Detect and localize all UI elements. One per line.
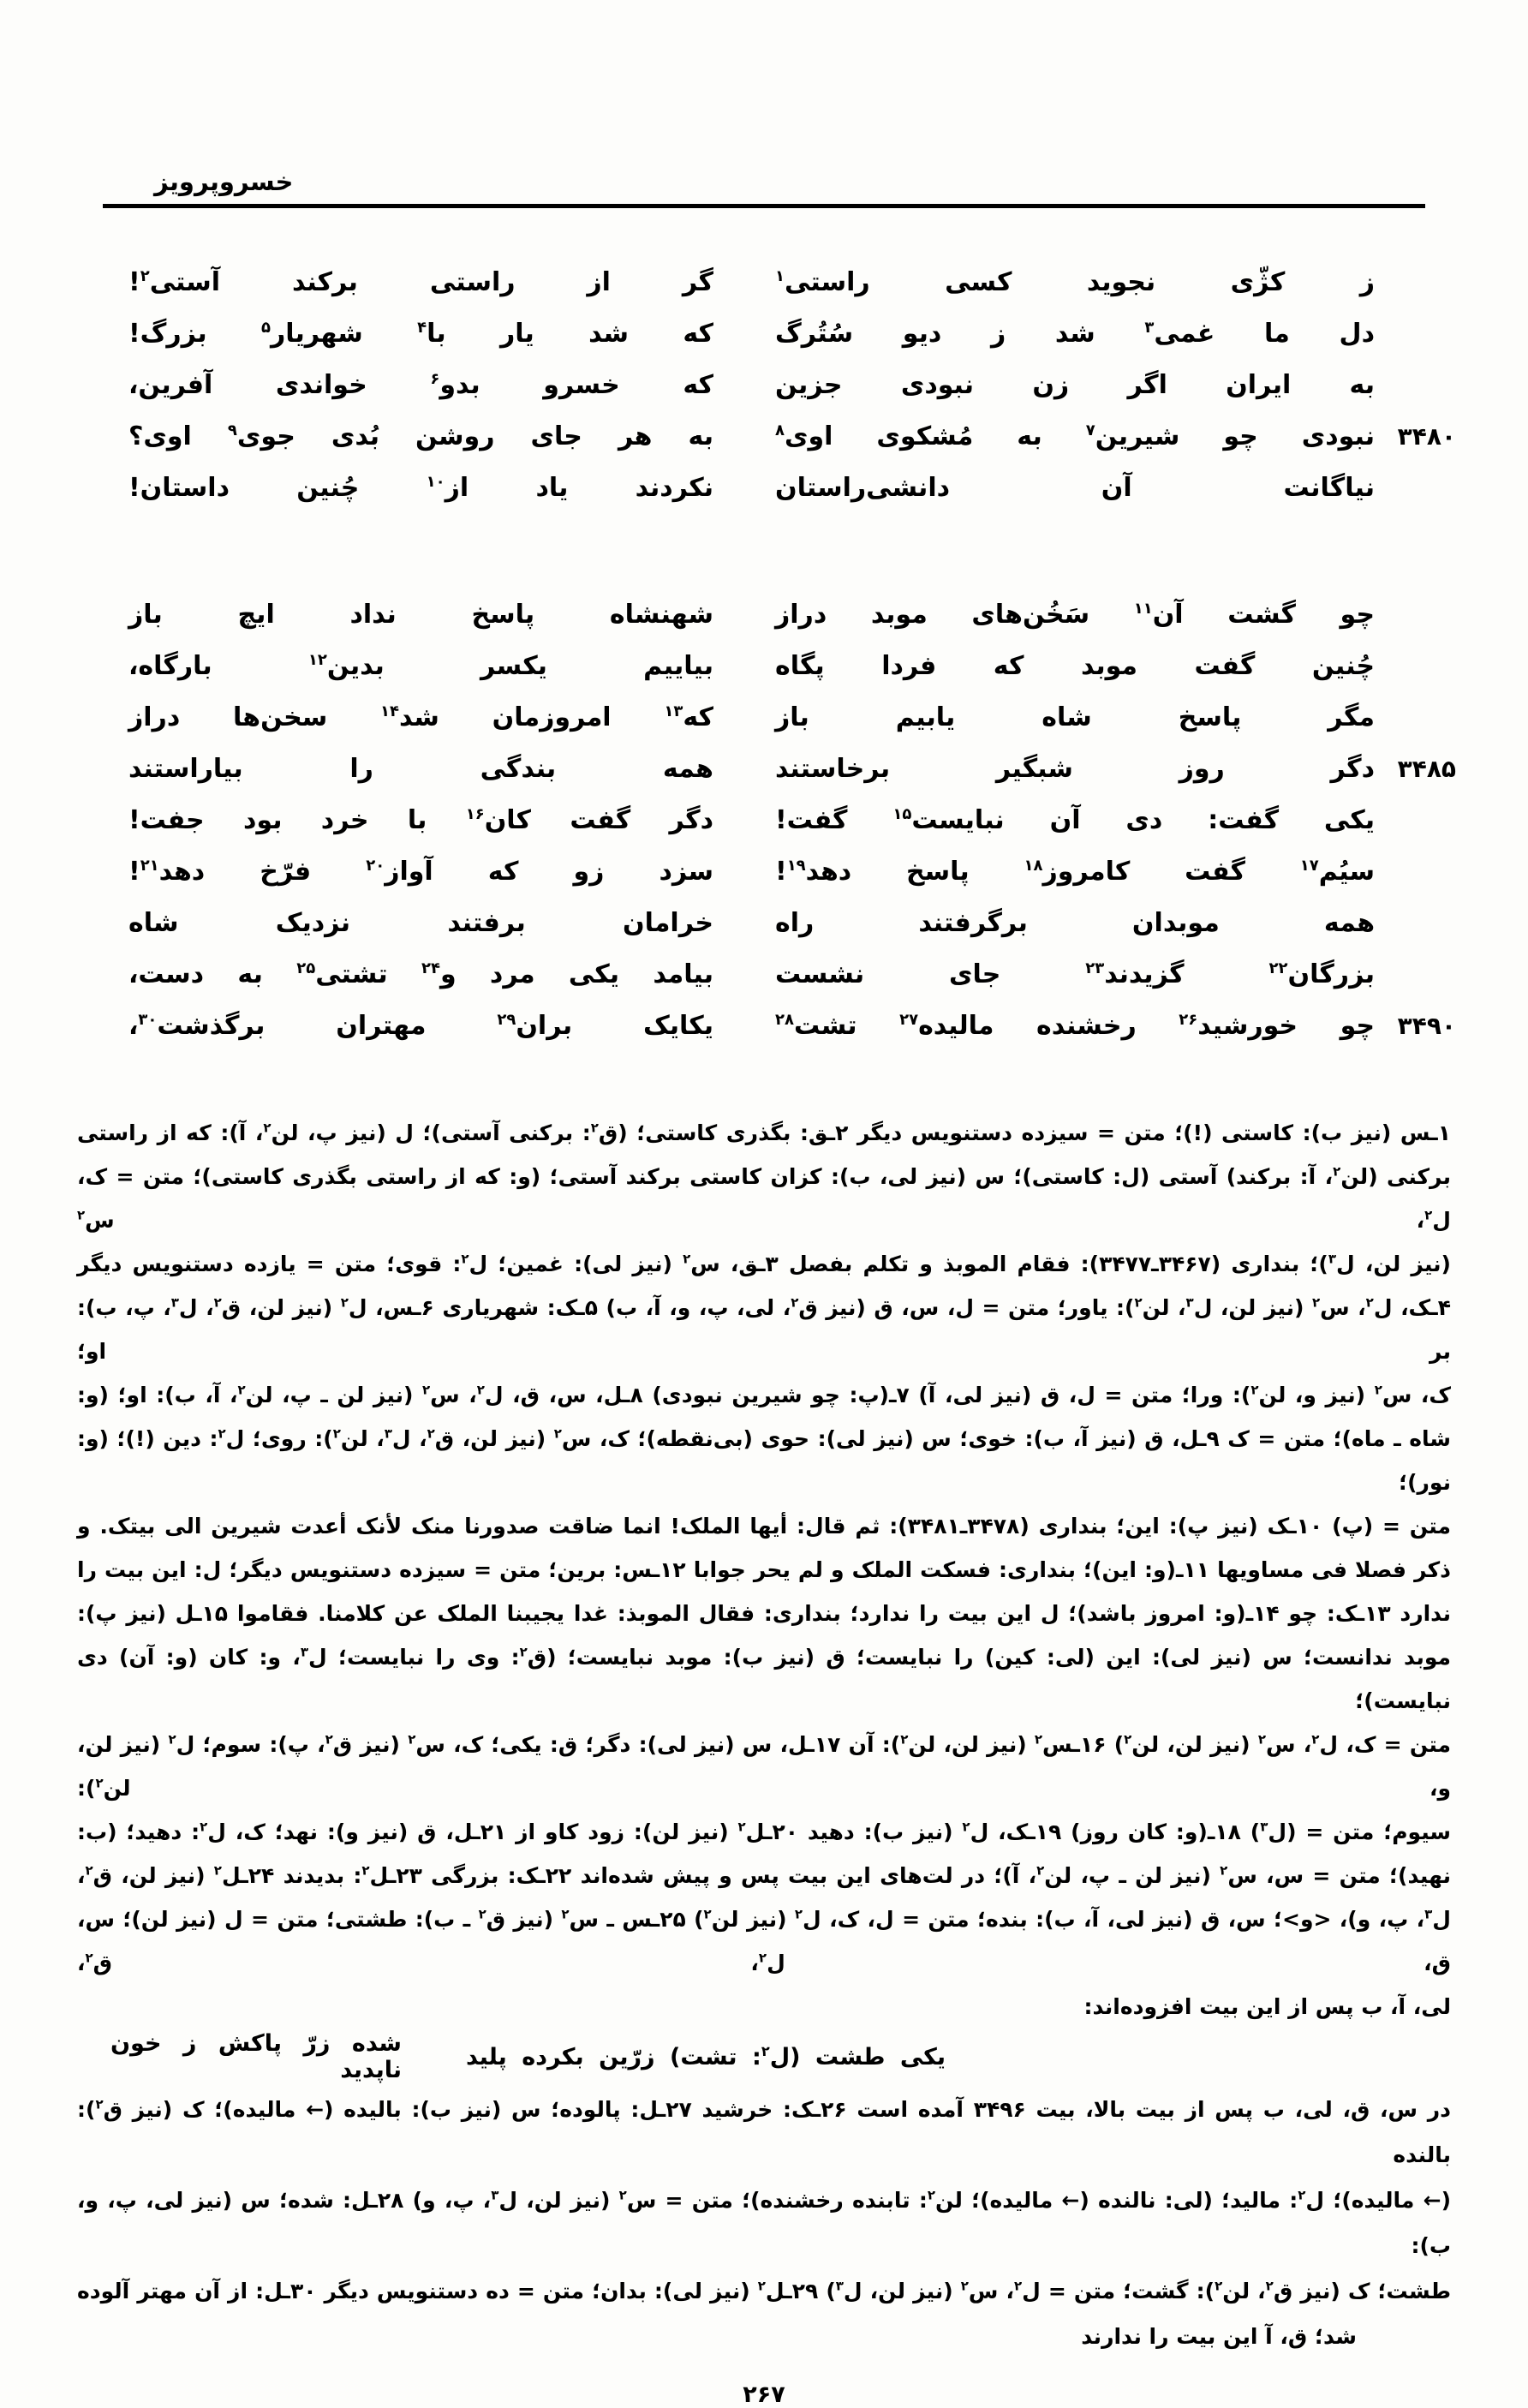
hemistich-right: یکی گفت: دی آن نبایست$^{۱۵}$ گفت! [775,804,1375,835]
verse-row [128,640,1456,691]
hemistich-right: نبودی چو شیرین$^۷$ به مُشکوی اوی$^۸$ [775,421,1375,451]
page-number: ۲۶۷ [743,2381,785,2408]
apparatus-line: (← مالیده)؛ ل$^۲$: مالید؛ (لی: نالنده (← مالیده)؛ لن$^۲$: تابنده رخشنده)؛ متن = س$^۲$ (نیز لن، ل$^۳$، پ، و) ۲۸ـل: شده؛ س (نیز لی، پ، و، ب): [77,2187,1452,2258]
apparatus-line: طشت؛ ک (نیز ق$^۲$، لن$^۲$): گشت؛ متن = ل$^۲$، س$^۲$ (نیز لن، ل$^۳$) ۲۹ـل$^۲$ (نیز لی): بدان؛ متن = ده دستنویس دیگر ۳۰ـل: از آن مهتر آلوده [77,2278,1451,2303]
apparatus-line: ۱ـس (نیز ب): کاستی (!)؛ متن = سیزده دستنویس دیگر ۲ـق: بگذری کاستی؛ (ق$^۲$: برکنی آستی)؛ ل (نیز پ، لن$^۲$، آ): که از راستی [77,1120,1451,1145]
hemistich-right: بزرگان$^{۲۲}$ گزیدند$^{۲۳}$ جای نشست [775,959,1375,989]
verse-row [128,462,1456,513]
hemistich-right: چُنین گفت موبد که فردا پگاه [775,650,1375,681]
apparatus-line: شد؛ ق، آ این بیت را ندارند [1081,2324,1357,2349]
hemistich-left: بیاییم یکسر بدین$^{۱۲}$ بارگاه، [128,650,713,681]
hemistich-left: که$^{۱۳}$ امروزمان شد$^{۱۴}$ سخن‌ها دراز [128,702,713,732]
header-rule-divider [103,204,1425,208]
verse-row [128,256,1456,308]
apparatus-line: متن = ک، ل$^۲$، س$^۲$ (نیز لن، لن$^۲$) ۱۶ـس$^۲$ (نیز لن، لن$^۲$): آن ۱۷ـل، س (نیز لی): دگر؛ ق: یکی؛ ک، س$^۲$ (نیز ق$^۲$، پ): سوم؛ ل$^۲$ (نیز لن، و، لن$^۲$): [77,1731,1452,1801]
verse-row [128,691,1456,743]
apparatus-line: متن = (پ) ۱۰ـک (نیز پ): این؛ بنداری (۳۴۷۸ـ۳۴۸۱): ثم قال: أیها الملک! انما ضاقت صدورنا منک لأنک أعدت شیرین الی بیتک. و [77,1514,1451,1539]
inserted-verse-hemistich-right: یکی طشت (ل$^۲$: تشت) زرّین بکرده پلید [466,2042,946,2070]
hemistich-right: چو خورشید$^{۲۶}$ رخشنده مالیده$^{۲۷}$ تشت$^{۲۸}$ [775,1010,1376,1041]
verse-row [128,308,1456,359]
hemistich-left: دگر گفت کان$^{۱۶}$ با خرد بود جفت! [128,804,713,835]
hemistich-left: شهنشاه پاسخ نداد ایچ باز [128,599,713,630]
apparatus-line: نهید)؛ متن = س، س$^۲$ (نیز لن ـ پ، لن$^۲$، آ)؛ در لت‌های این بیت پس و پیش شده‌اند ۲۲ـک: بزرگی ۲۳ـل$^۲$: بدیدند ۲۴ـل$^۲$ (نیز لن، ق$^۲$، [77,1862,1451,1888]
hemistich-right: به ایران اگر زن نبودی جزین [775,369,1375,400]
hemistich-left: سزد زو که آواز$^{۲۰}$ فرّخ دهد$^{۲۱}$! [128,856,714,887]
apparatus-line: برکنی (لن$^۲$، آ: برکند) آستی (ل: کاستی)؛ س (نیز لی، ب): کزان کاستی برکند آستی؛ (و: که از راستی بگذری کاستی)؛ متن = ک، ل$^۲$، س$^۲$ [77,1163,1451,1233]
hemistich-right: همه موبدان برگرفتند راه [775,907,1375,938]
verse-row [128,794,1456,845]
verse-row [128,1000,1456,1051]
hemistich-left: نکردند یاد از$^{۱۰}$ چُنین داستان! [128,472,714,503]
hemistich-right: مگر پاسخ شاه یابیم باز [775,702,1375,732]
verse-row [128,589,1456,640]
critical-apparatus [77,1111,1451,2359]
apparatus-line: شاه ـ ماه)؛ متن = ک ۹ـل، ق (نیز آ، ب): خوی؛ س (نیز لی): حوی (بی‌نقطه)؛ ک، س$^۲$ (نیز لن، ق$^۲$، ل$^۳$، لن$^۲$): روی؛ ل$^۲$: دین (!)؛ (و: نور)؛ [77,1425,1451,1495]
verse-row [128,410,1456,462]
verse-row [128,743,1456,794]
hemistich-right: چو گشت آن$^{۱۱}$ سَخُن‌های موبد دراز [775,599,1375,630]
hemistich-left: همه بندگی را بیاراستند [128,753,713,784]
poem-section [128,256,1456,1051]
hemistich-right: دل ما غمی$^۳$ شد ز دیو سُتُرگ [775,318,1375,349]
page-header [103,167,1425,196]
running-title: خسروپرویز [154,167,294,196]
apparatus-line: ذکر فصلا فی مساویها ۱۱ـ(و: این)؛ بنداری: فسکت الملک و لم یحر جوابا ۱۲ـس: برین؛ متن = سیزده دستنویس دیگر؛ ل: این بیت را [77,1557,1451,1582]
critical-apparatus-continued [77,2087,1451,2359]
hemistich-left: به هر جای روشن بُدی جوی$^۹$ اوی؟ [128,421,713,451]
hemistich-left: یکایک بران$^{۲۹}$ مهتران برگذشت$^{۳۰}$، [128,1010,714,1041]
apparatus-line: (نیز لن، ل$^۳$)؛ بنداری (۳۴۶۷ـ۳۴۷۷): فقام الموبذ و تکلم بفصل ۳ـق، س$^۲$ (نیز لی): غمین؛ ل$^۲$: قوی؛ متن = یازده دستنویس دیگر [77,1251,1451,1276]
apparatus-line: سیوم؛ متن = (ل$^۳$) ۱۸ـ(و: کان روز) ۱۹ـک، ل$^۲$ (نیز ب): دهید ۲۰ـل$^۲$ (نیز لن): زود کاو از ۲۱ـل، ق (نیز و): نهد؛ ک، ل$^۲$: دهید؛ (ب: [77,1819,1451,1844]
apparatus-line: ل$^۳$، پ، و)، <و>؛ س، ق (نیز لی، آ، ب): بنده؛ متن = ل، ک، ل$^۲$ (نیز لن$^۲$) ۲۵ـس ـ س$^۲$ (نیز ق$^۲$ ـ ب): طشتی؛ متن = ل (نیز لن)؛ س، ق، ل$^۲$، ق$^۲$، [77,1906,1451,1975]
hemistich-right: ز کژّی نجوید کسی راستی$^۱$ [775,266,1375,297]
hemistich-left: که شد یار با$^۴$ شهریار$^۵$ بزرگ! [128,318,713,349]
verse-row [128,845,1456,897]
apparatus-line: ندارد ۱۳ـک: چو ۱۴ـ(و: امروز باشد)؛ ل این بیت را ندارد؛ بنداری: فقال الموبذ: غدا یجیبنا الملک عن کلامنا. فقاموا ۱۵ـل (نیز پ): [77,1601,1451,1626]
hemistich-left: گر از راستی برکند آستی$^۲$! [128,266,713,297]
verse-row [128,359,1456,410]
inserted-verse-hemistich-left: شده زرّ پاکش ز خون ناپدید [110,2030,402,2083]
verse-number: ۳۴۸۵ [1397,754,1456,783]
inserted-variant-verse [110,2030,946,2083]
apparatus-line: ک، س$^۲$ (نیز و، لن$^۲$): ورا؛ متن = ل، ق (نیز لی، آ) ۷ـ(پ: چو شیرین نبودی) ۸ـل، س، ق، ل$^۲$، س$^۲$ (نیز لن ـ پ، لن$^۲$، آ، ب): او؛ (و: [77,1382,1452,1407]
hemistich-right: دگر روز شبگیر برخاستند [775,753,1375,784]
verse-number: ۳۴۸۰ [1397,421,1456,451]
apparatus-line: ۴ـک، ل$^۲$، س$^۲$ (نیز لن، ل$^۳$، لن$^۲$): یاور؛ متن = ل، س، ق (نیز ق$^۲$، لی، پ، و، آ، ب) ۵ـک: شهریاری ۶ـس، ل$^۲$ (نیز لن، ق$^۲$، ل$^۳$، پ، ب): بر او؛ [77,1294,1451,1364]
hemistich-left: بیامد یکی مرد و$^{۲۴}$ تشتی$^{۲۵}$ به دست، [128,959,714,989]
apparatus-line: در س، ق، لی، ب پس از بیت بالا، بیت ۳۴۹۶ آمده است ۲۶ـک: خرشید ۲۷ـل: پالوده؛ س (نیز ب): بالیده (← مالیده)؛ ک (نیز ق$^۲$): بالنده [77,2096,1451,2167]
verse-row [128,897,1456,948]
apparatus-line: موبد ندانست؛ س (نیز لی): این (لی: کین) را نبایست؛ ق (نیز ب): موبد نبایست؛ (ق$^۲$: وی را نبایست؛ ل$^۳$، و: کان (و: آن) دی نبایست)؛ [77,1644,1452,1713]
hemistich-left: که خسرو بدو$^۶$ خواندی آفرین، [128,369,714,400]
hemistich-left: خرامان برفتند نزدیک شاه [128,907,713,938]
hemistich-right: نیاگانت آن دانشی‌راستان [775,472,1375,503]
apparatus-line: لی، آ، ب پس از این بیت افزوده‌اند: [1083,1994,1451,2019]
verse-row [128,948,1456,1000]
verse-number: ۳۴۹۰ [1397,1011,1456,1040]
poem-group-2 [128,589,1456,1051]
poem-group-1 [128,256,1456,513]
hemistich-right: سیُم$^{۱۷}$ گفت کامروز$^{۱۸}$ پاسخ دهد$^{۱۹}$! [775,856,1375,887]
